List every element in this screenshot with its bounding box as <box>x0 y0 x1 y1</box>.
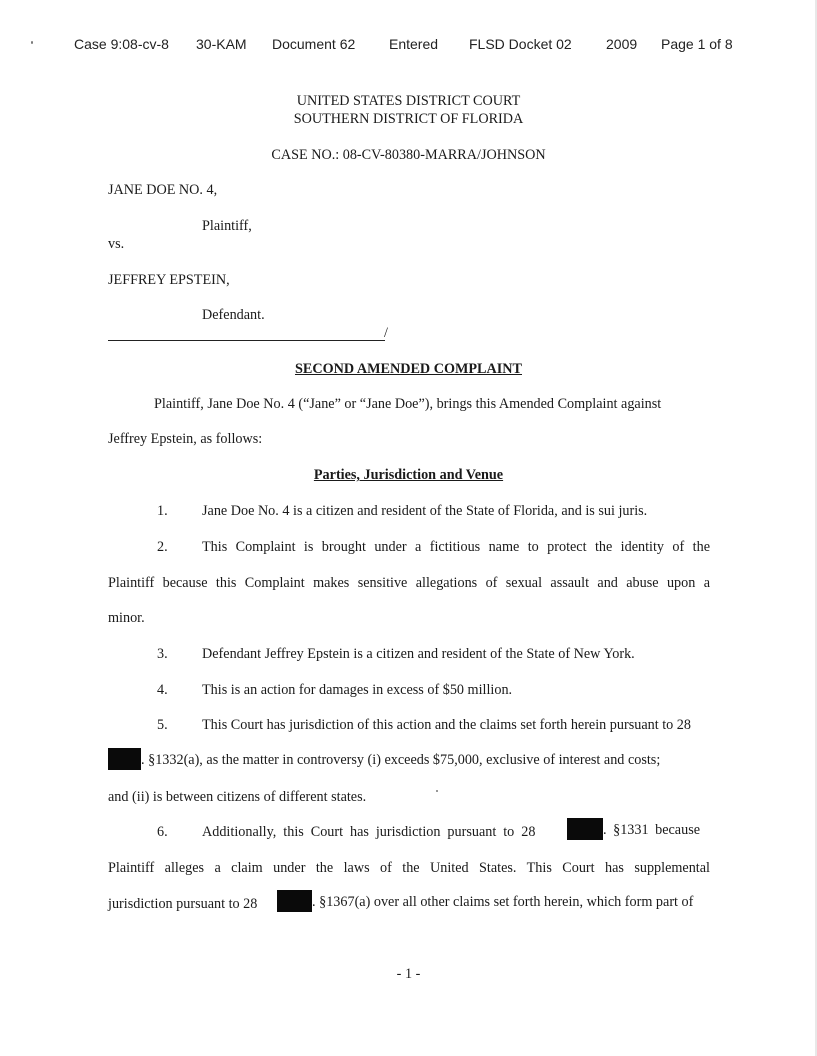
intro-line-2: Jeffrey Epstein, as follows: <box>108 431 263 447</box>
intro-line-1: Plaintiff, Jane Doe No. 4 (“Jane” or “Jane Doe”), brings this Amended Complaint against <box>154 396 662 412</box>
paragraph-number: 2. <box>157 539 168 555</box>
defendant-role: Defendant. <box>202 307 265 323</box>
case-number: CASE NO.: 08-CV-80380-MARRA/JOHNSON <box>271 147 546 163</box>
redaction-box <box>277 890 312 912</box>
versus: vs. <box>108 236 125 252</box>
header-case-suffix: 30-KAM <box>196 36 247 52</box>
court-line-2: SOUTHERN DISTRICT OF FLORIDA <box>293 111 524 127</box>
caption-slash: / <box>384 325 388 341</box>
paragraph-line-text: . §1331 because <box>603 822 701 838</box>
scan-speck <box>31 41 33 44</box>
paragraph-line: Additionally, this Court has jurisdiction pursuant to 28 <box>202 824 536 840</box>
header-year: 2009 <box>606 36 638 52</box>
paragraph-line-with-redaction <box>567 818 700 840</box>
paragraph-number: 5. <box>157 717 168 733</box>
paragraph-line-with-redaction <box>277 890 693 912</box>
document-title: SECOND AMENDED COMPLAINT <box>294 361 522 377</box>
plaintiff-name: JANE DOE NO. 4, <box>108 182 218 198</box>
page-number: - 1 - <box>396 966 421 982</box>
redaction-box <box>567 818 603 840</box>
paragraph-line: Defendant Jeffrey Epstein is a citizen and resident of the State of New York. <box>202 646 635 662</box>
paragraph-line: This is an action for damages in excess of $50 million. <box>202 682 513 698</box>
paragraph-line: minor. <box>108 610 145 626</box>
paragraph-line: and (ii) is between citizens of different states. <box>108 789 367 805</box>
paragraph-line: jurisdiction pursuant to 28 <box>108 896 258 912</box>
court-line-1: UNITED STATES DISTRICT COURT <box>296 93 521 109</box>
paragraph-line: Plaintiff alleges a claim under the laws of the United States. This Court has supplemental <box>108 860 710 876</box>
paragraph-line-text: . §1332(a), as the matter in controversy (i) exceeds $75,000, exclusive of interest and costs; <box>141 752 661 768</box>
plaintiff-role: Plaintiff, <box>202 218 252 234</box>
paragraph-line: This Complaint is brought under a fictitious name to protect the identity of the <box>202 539 710 555</box>
caption-rule <box>108 340 385 341</box>
header-docket: FLSD Docket 02 <box>469 36 572 52</box>
header-document: Document 62 <box>272 36 356 52</box>
paragraph-number: 3. <box>157 646 168 662</box>
header-case: Case 9:08-cv-8 <box>74 36 169 52</box>
paragraph-number: 4. <box>157 682 168 698</box>
header-entered: Entered <box>389 36 439 52</box>
section-heading: Parties, Jurisdiction and Venue <box>313 467 504 483</box>
paragraph-number: 1. <box>157 503 168 519</box>
paragraph-line-with-redaction <box>108 748 660 770</box>
paragraph-line-text: . §1367(a) over all other claims set forth herein, which form part of <box>312 894 694 910</box>
paragraph-line: Jane Doe No. 4 is a citizen and resident of the State of Florida, and is sui juris. <box>202 503 648 519</box>
paragraph-line: Plaintiff because this Complaint makes sensitive allegations of sexual assault and abuse upon a <box>108 575 710 591</box>
paragraph-line: This Court has jurisdiction of this action and the claims set forth herein pursuant to 28 <box>202 717 691 733</box>
scan-speck <box>436 790 438 792</box>
header-page-info: Page 1 of 8 <box>661 36 733 52</box>
defendant-name: JEFFREY EPSTEIN, <box>108 272 230 288</box>
paragraph-number: 6. <box>157 824 168 840</box>
redaction-box <box>108 748 141 770</box>
